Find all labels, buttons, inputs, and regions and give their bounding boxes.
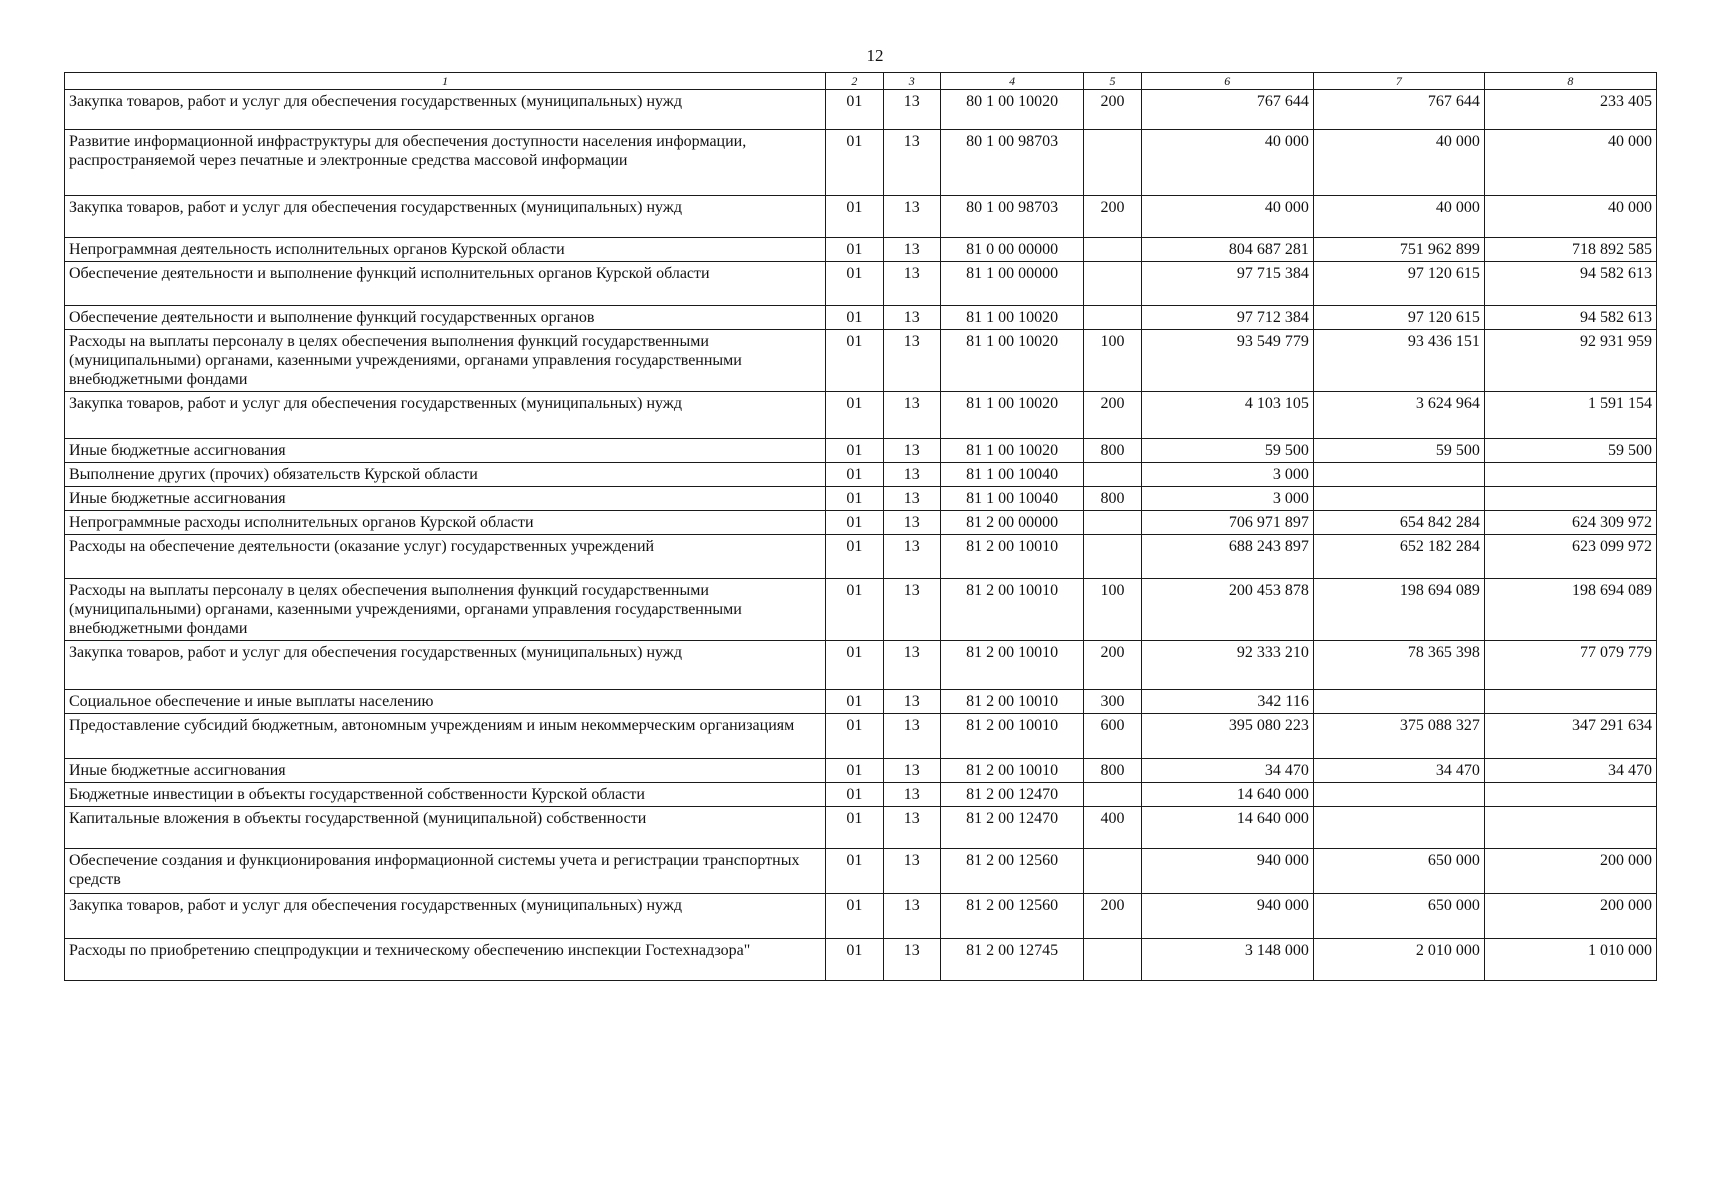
section-code: 01	[826, 849, 883, 894]
column-number: 2	[826, 73, 883, 90]
subsection-code: 13	[883, 939, 940, 981]
row-name: Обеспечение создания и функционирования информационной системы учета и регистрации транспортных средств	[65, 849, 826, 894]
amount-col-8	[1484, 690, 1656, 714]
section-code: 01	[826, 535, 883, 579]
target-article-code: 81 1 00 10020	[940, 392, 1083, 439]
target-article-code: 81 1 00 00000	[940, 262, 1083, 306]
section-code: 01	[826, 130, 883, 196]
amount-col-6: 4 103 105	[1141, 392, 1313, 439]
section-code: 01	[826, 759, 883, 783]
amount-col-8: 92 931 959	[1484, 330, 1656, 392]
amount-col-7: 59 500	[1313, 439, 1484, 463]
amount-col-6: 767 644	[1141, 90, 1313, 130]
amount-col-6: 3 000	[1141, 487, 1313, 511]
amount-col-7: 34 470	[1313, 759, 1484, 783]
expense-type-code: 200	[1084, 90, 1141, 130]
target-article-code: 81 2 00 10010	[940, 579, 1083, 641]
row-name: Развитие информационной инфраструктуры для обеспечения доступности населения информации, распространяемой через печатные и электронные средства массовой информации	[65, 130, 826, 196]
row-name: Расходы на выплаты персоналу в целях обеспечения выполнения функций государственными (муниципальными) органами, казенными учреждениями, органами управления государственными внебюджетными фондами	[65, 579, 826, 641]
subsection-code: 13	[883, 511, 940, 535]
subsection-code: 13	[883, 487, 940, 511]
expense-type-code	[1084, 849, 1141, 894]
row-name: Закупка товаров, работ и услуг для обеспечения государственных (муниципальных) нужд	[65, 894, 826, 939]
table-row	[65, 849, 1657, 894]
section-code: 01	[826, 463, 883, 487]
amount-col-6: 804 687 281	[1141, 238, 1313, 262]
expense-type-code: 200	[1084, 392, 1141, 439]
amount-col-6: 395 080 223	[1141, 714, 1313, 759]
row-name: Закупка товаров, работ и услуг для обеспечения государственных (муниципальных) нужд	[65, 392, 826, 439]
subsection-code: 13	[883, 641, 940, 690]
subsection-code: 13	[883, 849, 940, 894]
section-code: 01	[826, 714, 883, 759]
amount-col-6: 342 116	[1141, 690, 1313, 714]
table-row	[65, 894, 1657, 939]
section-code: 01	[826, 487, 883, 511]
amount-col-8: 40 000	[1484, 196, 1656, 238]
target-article-code: 81 1 00 10020	[940, 306, 1083, 330]
target-article-code: 80 1 00 98703	[940, 196, 1083, 238]
target-article-code: 81 2 00 10010	[940, 690, 1083, 714]
target-article-code: 81 2 00 12470	[940, 783, 1083, 807]
amount-col-7: 767 644	[1313, 90, 1484, 130]
expense-type-code: 400	[1084, 807, 1141, 849]
table-row	[65, 130, 1657, 196]
row-name: Расходы на выплаты персоналу в целях обеспечения выполнения функций государственными (муниципальными) органами, казенными учреждениями, органами управления государственными внебюджетными фондами	[65, 330, 826, 392]
table-row	[65, 262, 1657, 306]
target-article-code: 81 2 00 12560	[940, 894, 1083, 939]
row-name: Закупка товаров, работ и услуг для обеспечения государственных (муниципальных) нужд	[65, 196, 826, 238]
subsection-code: 13	[883, 262, 940, 306]
row-name: Иные бюджетные ассигнования	[65, 487, 826, 511]
amount-col-7: 40 000	[1313, 196, 1484, 238]
table-row	[65, 579, 1657, 641]
column-number: 3	[883, 73, 940, 90]
row-name: Расходы на обеспечение деятельности (оказание услуг) государственных учреждений	[65, 535, 826, 579]
row-name: Непрограммная деятельность исполнительных органов Курской области	[65, 238, 826, 262]
subsection-code: 13	[883, 130, 940, 196]
section-code: 01	[826, 330, 883, 392]
expense-type-code	[1084, 511, 1141, 535]
target-article-code: 81 1 00 10040	[940, 463, 1083, 487]
amount-col-7: 40 000	[1313, 130, 1484, 196]
expense-type-code	[1084, 939, 1141, 981]
expense-type-code	[1084, 238, 1141, 262]
section-code: 01	[826, 392, 883, 439]
section-code: 01	[826, 579, 883, 641]
amount-col-8: 347 291 634	[1484, 714, 1656, 759]
amount-col-8: 623 099 972	[1484, 535, 1656, 579]
amount-col-8: 34 470	[1484, 759, 1656, 783]
amount-col-7	[1313, 690, 1484, 714]
row-name: Предоставление субсидий бюджетным, автономным учреждениям и иным некоммерческим организациям	[65, 714, 826, 759]
column-number: 8	[1484, 73, 1656, 90]
target-article-code: 81 2 00 12560	[940, 849, 1083, 894]
amount-col-6: 3 000	[1141, 463, 1313, 487]
amount-col-6: 940 000	[1141, 849, 1313, 894]
target-article-code: 81 1 00 10020	[940, 330, 1083, 392]
table-row	[65, 535, 1657, 579]
amount-col-7: 652 182 284	[1313, 535, 1484, 579]
target-article-code: 81 1 00 10020	[940, 439, 1083, 463]
row-name: Иные бюджетные ассигнования	[65, 439, 826, 463]
section-code: 01	[826, 306, 883, 330]
amount-col-8: 200 000	[1484, 849, 1656, 894]
row-name: Обеспечение деятельности и выполнение функций исполнительных органов Курской области	[65, 262, 826, 306]
section-code: 01	[826, 641, 883, 690]
amount-col-7: 97 120 615	[1313, 306, 1484, 330]
target-article-code: 81 2 00 12745	[940, 939, 1083, 981]
amount-col-7: 650 000	[1313, 849, 1484, 894]
expense-type-code	[1084, 130, 1141, 196]
amount-col-8: 40 000	[1484, 130, 1656, 196]
section-code: 01	[826, 262, 883, 306]
amount-col-6: 14 640 000	[1141, 783, 1313, 807]
subsection-code: 13	[883, 894, 940, 939]
column-number: 5	[1084, 73, 1141, 90]
table-row	[65, 783, 1657, 807]
amount-col-7	[1313, 807, 1484, 849]
subsection-code: 13	[883, 330, 940, 392]
target-article-code: 81 0 00 00000	[940, 238, 1083, 262]
target-article-code: 81 2 00 00000	[940, 511, 1083, 535]
subsection-code: 13	[883, 306, 940, 330]
amount-col-8: 59 500	[1484, 439, 1656, 463]
amount-col-7	[1313, 783, 1484, 807]
amount-col-8: 624 309 972	[1484, 511, 1656, 535]
expense-type-code	[1084, 535, 1141, 579]
amount-col-7: 751 962 899	[1313, 238, 1484, 262]
amount-col-7: 375 088 327	[1313, 714, 1484, 759]
amount-col-6: 93 549 779	[1141, 330, 1313, 392]
amount-col-8	[1484, 807, 1656, 849]
column-number-row	[65, 73, 1657, 90]
expense-type-code: 600	[1084, 714, 1141, 759]
amount-col-8: 77 079 779	[1484, 641, 1656, 690]
target-article-code: 81 2 00 10010	[940, 535, 1083, 579]
amount-col-7: 93 436 151	[1313, 330, 1484, 392]
target-article-code: 80 1 00 98703	[940, 130, 1083, 196]
target-article-code: 81 2 00 12470	[940, 807, 1083, 849]
table-row	[65, 238, 1657, 262]
column-number: 6	[1141, 73, 1313, 90]
target-article-code: 81 2 00 10010	[940, 759, 1083, 783]
subsection-code: 13	[883, 439, 940, 463]
table-row	[65, 90, 1657, 130]
amount-col-8: 198 694 089	[1484, 579, 1656, 641]
table-row	[65, 511, 1657, 535]
amount-col-7	[1313, 487, 1484, 511]
section-code: 01	[826, 894, 883, 939]
amount-col-6: 3 148 000	[1141, 939, 1313, 981]
table-row	[65, 641, 1657, 690]
amount-col-8	[1484, 783, 1656, 807]
amount-col-6: 92 333 210	[1141, 641, 1313, 690]
subsection-code: 13	[883, 714, 940, 759]
row-name: Обеспечение деятельности и выполнение функций государственных органов	[65, 306, 826, 330]
expense-type-code: 800	[1084, 759, 1141, 783]
subsection-code: 13	[883, 392, 940, 439]
row-name: Расходы по приобретению спецпродукции и техническому обеспечению инспекции Гостехнадзора"	[65, 939, 826, 981]
section-code: 01	[826, 238, 883, 262]
expense-type-code: 100	[1084, 330, 1141, 392]
expense-type-code	[1084, 306, 1141, 330]
amount-col-7: 650 000	[1313, 894, 1484, 939]
expense-type-code: 300	[1084, 690, 1141, 714]
expense-type-code	[1084, 463, 1141, 487]
amount-col-7: 97 120 615	[1313, 262, 1484, 306]
section-code: 01	[826, 690, 883, 714]
amount-col-8: 94 582 613	[1484, 262, 1656, 306]
budget-table	[64, 72, 1657, 981]
row-name: Закупка товаров, работ и услуг для обеспечения государственных (муниципальных) нужд	[65, 641, 826, 690]
amount-col-8: 200 000	[1484, 894, 1656, 939]
expense-type-code: 100	[1084, 579, 1141, 641]
target-article-code: 80 1 00 10020	[940, 90, 1083, 130]
section-code: 01	[826, 196, 883, 238]
target-article-code: 81 2 00 10010	[940, 641, 1083, 690]
amount-col-8: 718 892 585	[1484, 238, 1656, 262]
row-name: Непрограммные расходы исполнительных органов Курской области	[65, 511, 826, 535]
table-row	[65, 463, 1657, 487]
expense-type-code	[1084, 783, 1141, 807]
expense-type-code: 200	[1084, 894, 1141, 939]
expense-type-code	[1084, 262, 1141, 306]
amount-col-6: 97 712 384	[1141, 306, 1313, 330]
row-name: Бюджетные инвестиции в объекты государственной собственности Курской области	[65, 783, 826, 807]
subsection-code: 13	[883, 90, 940, 130]
amount-col-8	[1484, 487, 1656, 511]
table-row	[65, 714, 1657, 759]
amount-col-6: 14 640 000	[1141, 807, 1313, 849]
amount-col-8	[1484, 463, 1656, 487]
amount-col-6: 40 000	[1141, 130, 1313, 196]
table-row	[65, 392, 1657, 439]
amount-col-8: 94 582 613	[1484, 306, 1656, 330]
subsection-code: 13	[883, 196, 940, 238]
column-number: 1	[65, 73, 826, 90]
table-row	[65, 330, 1657, 392]
section-code: 01	[826, 807, 883, 849]
table-body	[65, 90, 1657, 981]
subsection-code: 13	[883, 783, 940, 807]
row-name: Социальное обеспечение и иные выплаты населению	[65, 690, 826, 714]
amount-col-6: 40 000	[1141, 196, 1313, 238]
amount-col-7: 3 624 964	[1313, 392, 1484, 439]
expense-type-code: 800	[1084, 439, 1141, 463]
amount-col-6: 34 470	[1141, 759, 1313, 783]
column-number: 7	[1313, 73, 1484, 90]
row-name: Выполнение других (прочих) обязательств Курской области	[65, 463, 826, 487]
amount-col-6: 706 971 897	[1141, 511, 1313, 535]
row-name: Капитальные вложения в объекты государственной (муниципальной) собственности	[65, 807, 826, 849]
amount-col-6: 200 453 878	[1141, 579, 1313, 641]
amount-col-7: 198 694 089	[1313, 579, 1484, 641]
table-row	[65, 439, 1657, 463]
expense-type-code: 200	[1084, 196, 1141, 238]
subsection-code: 13	[883, 535, 940, 579]
page-number: 12	[866, 46, 884, 65]
amount-col-6: 688 243 897	[1141, 535, 1313, 579]
target-article-code: 81 2 00 10010	[940, 714, 1083, 759]
subsection-code: 13	[883, 807, 940, 849]
amount-col-7: 2 010 000	[1313, 939, 1484, 981]
section-code: 01	[826, 90, 883, 130]
column-number: 4	[940, 73, 1083, 90]
amount-col-8: 1 591 154	[1484, 392, 1656, 439]
amount-col-6: 97 715 384	[1141, 262, 1313, 306]
subsection-code: 13	[883, 759, 940, 783]
table-row	[65, 306, 1657, 330]
table-row	[65, 690, 1657, 714]
amount-col-8: 233 405	[1484, 90, 1656, 130]
section-code: 01	[826, 939, 883, 981]
table-row	[65, 807, 1657, 849]
table-row	[65, 759, 1657, 783]
subsection-code: 13	[883, 463, 940, 487]
expense-type-code: 800	[1084, 487, 1141, 511]
section-code: 01	[826, 439, 883, 463]
amount-col-7: 78 365 398	[1313, 641, 1484, 690]
row-name: Иные бюджетные ассигнования	[65, 759, 826, 783]
section-code: 01	[826, 783, 883, 807]
amount-col-8: 1 010 000	[1484, 939, 1656, 981]
table-row	[65, 487, 1657, 511]
row-name: Закупка товаров, работ и услуг для обеспечения государственных (муниципальных) нужд	[65, 90, 826, 130]
amount-col-7: 654 842 284	[1313, 511, 1484, 535]
subsection-code: 13	[883, 690, 940, 714]
subsection-code: 13	[883, 238, 940, 262]
amount-col-7	[1313, 463, 1484, 487]
target-article-code: 81 1 00 10040	[940, 487, 1083, 511]
subsection-code: 13	[883, 579, 940, 641]
table-row	[65, 939, 1657, 981]
table-row	[65, 196, 1657, 238]
section-code: 01	[826, 511, 883, 535]
amount-col-6: 940 000	[1141, 894, 1313, 939]
amount-col-6: 59 500	[1141, 439, 1313, 463]
expense-type-code: 200	[1084, 641, 1141, 690]
